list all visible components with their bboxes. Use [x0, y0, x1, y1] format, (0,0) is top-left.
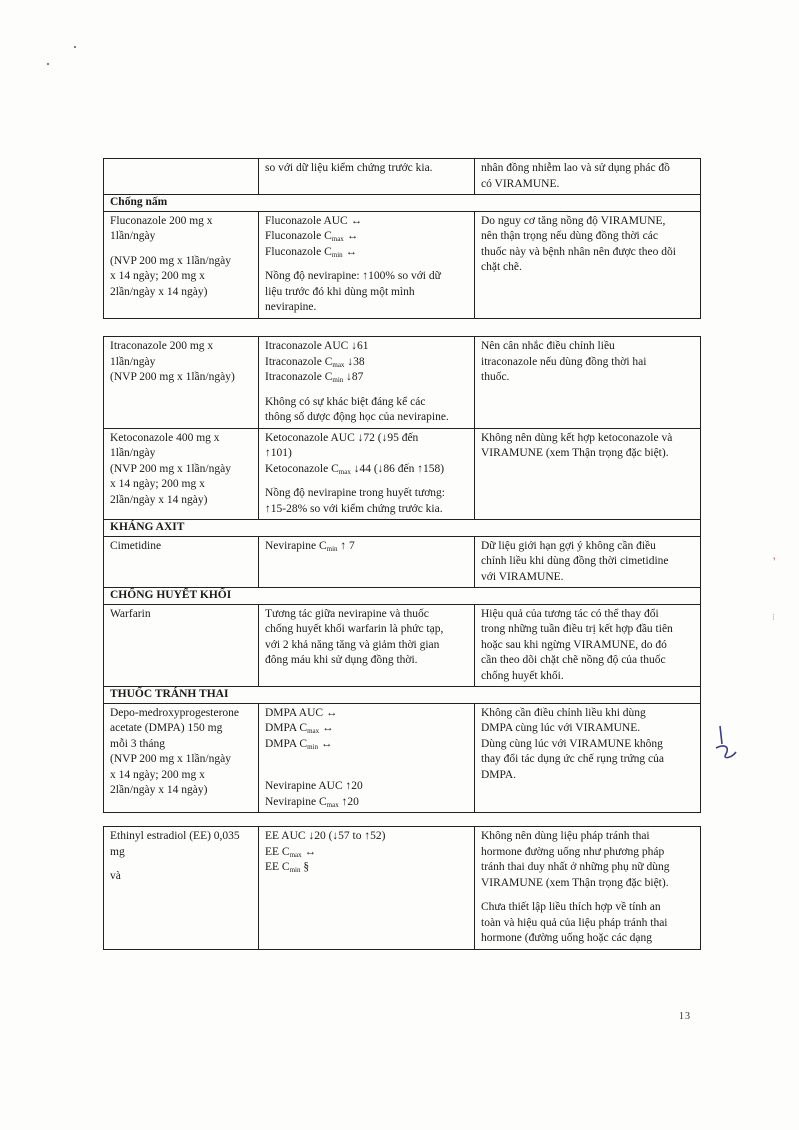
cell-line: thuốc này và bệnh nhân nên được theo dõi [481, 245, 676, 258]
cell-line: Tương tác giữa nevirapine và thuốc [265, 607, 429, 620]
table-row [104, 428, 701, 520]
line-gap [265, 386, 470, 395]
recommendation-cell [475, 536, 701, 588]
line-gap [110, 245, 254, 254]
recommendation-cell [475, 159, 701, 195]
cell-line: acetate (DMPA) 150 mg [110, 722, 223, 734]
line-gap [481, 891, 696, 900]
line-gap [265, 770, 470, 779]
cell-line: Chưa thiết lập liều thích hợp về tính an [481, 901, 661, 913]
cell-line: (NVP 200 mg x 1lần/ngày) [110, 371, 235, 383]
table-row [104, 604, 701, 687]
cell-line: (NVP 200 mg x 1lần/ngày [110, 462, 231, 475]
effect-cell [259, 536, 475, 588]
cell-line: 2lần/ngày x 14 ngày) [110, 493, 208, 506]
cell-line: và [110, 870, 121, 882]
cell-line: toàn và hiệu quả của liệu pháp tránh thai [481, 916, 668, 929]
cell-line: trong những tuần điều trị kết hợp đầu tiên [481, 623, 673, 635]
cell-line: mỗi 3 tháng [110, 737, 165, 750]
cell-line: Fluconazole 200 mg x [110, 214, 213, 227]
cell-line: Ketoconazole AUC ↓72 (↓95 đến [265, 431, 419, 444]
section-header-row [104, 520, 701, 537]
effect-cell [259, 703, 475, 813]
section-header-row [104, 687, 701, 704]
cell-line: nhân đồng nhiễm lao và sử dụng phác đồ [481, 162, 670, 174]
cell-line: Không cần điều chỉnh liều khi dùng [481, 706, 646, 719]
cell-line: ↑101) [265, 447, 292, 459]
scan-speck [47, 63, 49, 65]
drug-cell [104, 703, 259, 813]
cell-line: nevirapine. [265, 301, 317, 313]
cell-line: 1lần/ngày [110, 230, 156, 242]
cell-line: với 2 khả năng tăng và giảm thời gian [265, 638, 440, 651]
cell-line: DMPA $C_{min}$ ↔ [265, 737, 333, 751]
drug-cell [104, 337, 259, 429]
table-row [104, 703, 701, 813]
cell-line: cần theo dõi chặt chẽ nồng độ của thuốc [481, 654, 666, 666]
cell-line: hoặc sau khi ngừng VIRAMUNE, do đó [481, 638, 667, 651]
handwritten-initial-mark [712, 722, 742, 772]
cell-line: thay đổi tác dụng ức chế rụng trứng của [481, 753, 664, 765]
cell-line: ↑15-28% so với kiểm chứng trước kia. [265, 502, 443, 515]
effect-cell [259, 211, 475, 318]
cell-line: Cimetidine [110, 539, 162, 552]
cell-line: nên thận trọng nếu dùng đồng thời các [481, 230, 658, 242]
cell-line: DMPA AUC ↔ [265, 706, 338, 719]
cell-line: (NVP 200 mg x 1lần/ngày [110, 254, 231, 267]
cell-line: EE AUC ↓20 (↓57 to ↑52) [265, 830, 386, 842]
effect-cell [259, 159, 475, 195]
line-gap [265, 260, 470, 269]
table-row [104, 536, 701, 588]
cell-line: tránh thai duy nhất ở những phụ nữ dùng [481, 861, 670, 873]
cell-line: có VIRAMUNE. [481, 177, 560, 190]
cell-line: hormone đường uống như phương pháp [481, 845, 665, 858]
interaction-table-part2 [103, 336, 701, 813]
cell-line: x 14 ngày; 200 mg x [110, 478, 205, 490]
cell-line: itraconazole nếu dùng đồng thời hai [481, 355, 647, 368]
cell-line: chống huyết khối warfarin là phức tạp, [265, 623, 444, 635]
scan-mark: ❜ [773, 556, 776, 566]
section-header-row [104, 588, 701, 605]
section-header-row [104, 195, 701, 212]
cell-line: DMPA $C_{max}$ ↔ [265, 722, 334, 735]
recommendation-cell [475, 703, 701, 813]
cell-line: (NVP 200 mg x 1lần/ngày [110, 753, 231, 765]
cell-line: Nevirapine AUC ↑20 [265, 780, 363, 792]
cell-line: Nevirapine $C_{max}$ ↑20 [265, 795, 359, 809]
drug-cell [104, 159, 259, 195]
cell-line: 2lần/ngày x 14 ngày) [110, 285, 208, 298]
cell-line: Itraconazole $C_{min}$ ↓87 [265, 371, 364, 384]
cell-line: Fluconazole $C_{min}$ ↔ [265, 245, 358, 259]
cell-line: Nồng độ nevirapine: ↑100% so với dữ [265, 270, 441, 282]
scan-speck [74, 46, 76, 48]
cell-line: x 14 ngày; 200 mg x [110, 768, 205, 781]
cell-line: DMPA. [481, 768, 517, 781]
drug-cell [104, 604, 259, 687]
cell-line: Không nên dùng kết hợp ketoconazole và [481, 431, 673, 444]
section-header: Chống nấm [104, 195, 701, 212]
cell-line: VIRAMUNE (xem Thận trọng đặc biệt). [481, 876, 669, 889]
cell-line: Itraconazole $C_{max}$ ↓38 [265, 355, 365, 369]
cell-line: Dùng cùng lúc với VIRAMUNE không [481, 737, 663, 750]
cell-line: Nevirapine $C_{min}$ ↑ 7 [265, 539, 355, 553]
cell-line: Warfarin [110, 607, 151, 620]
cell-line: Không nên dùng liệu pháp tránh thai [481, 830, 650, 842]
effect-cell [259, 604, 475, 687]
drug-cell [104, 428, 259, 520]
scan-mark: ⁝ [772, 612, 775, 622]
cell-line: Dữ liệu giới hạn gợi ý không cần điều [481, 539, 656, 552]
cell-line: Ethinyl estradiol (EE) 0,035 [110, 830, 240, 842]
cell-line: 1lần/ngày [110, 355, 156, 368]
cell-line: thông số dược động học của nevirapine. [265, 411, 449, 423]
cell-line: Nên cân nhắc điều chỉnh liều [481, 340, 615, 352]
effect-cell [259, 827, 475, 950]
line-gap [110, 860, 254, 869]
cell-line: liệu trước đó khi dùng một mình [265, 285, 415, 298]
cell-line: EE $C_{max}$ ↔ [265, 845, 317, 859]
section-header: THUỐC TRÁNH THAI [104, 687, 701, 704]
cell-line: chặt chẽ. [481, 261, 522, 273]
cell-line: Không có sự khác biệt đáng kể các [265, 395, 426, 408]
cell-line: x 14 ngày; 200 mg x [110, 270, 205, 282]
recommendation-cell [475, 211, 701, 318]
cell-line: Itraconazole 200 mg x [110, 340, 214, 352]
cell-line: 2lần/ngày x 14 ngày) [110, 784, 208, 796]
cell-line: Do nguy cơ tăng nồng độ VIRAMUNE, [481, 214, 666, 227]
cell-line: Hiệu quả của tương tác có thể thay đổi [481, 607, 659, 620]
cell-line: so với dữ liệu kiểm chứng trước kia. [265, 162, 433, 174]
cell-line: với VIRAMUNE. [481, 570, 564, 583]
recommendation-cell [475, 827, 701, 950]
effect-cell [259, 337, 475, 429]
table-row [104, 159, 701, 195]
table-row [104, 337, 701, 429]
cell-line: Nồng độ nevirapine trong huyết tương: [265, 487, 445, 499]
recommendation-cell [475, 428, 701, 520]
cell-line: EE $C_{min}$ § [265, 861, 310, 874]
cell-line: Fluconazole $C_{max}$ ↔ [265, 230, 359, 243]
interaction-table-part1 [103, 158, 701, 319]
recommendation-cell [475, 337, 701, 429]
cell-line: VIRAMUNE (xem Thận trọng đặc biệt). [481, 447, 669, 459]
cell-line: chỉnh liều khi dùng đồng thời cimetidine [481, 555, 669, 567]
cell-line: 1lần/ngày [110, 447, 156, 459]
recommendation-cell [475, 604, 701, 687]
cell-line: Fluconazole AUC ↔ [265, 214, 363, 227]
cell-line: Depo-medroxyprogesterone [110, 706, 240, 719]
interaction-table-part3 [103, 826, 701, 950]
drug-cell [104, 827, 259, 950]
line-gap [265, 761, 470, 770]
cell-line: DMPA cùng lúc với VIRAMUNE. [481, 722, 641, 734]
line-gap [265, 477, 470, 486]
cell-line: đông máu khi sử dụng đồng thời. [265, 654, 418, 666]
cell-line: chống huyết khối. [481, 669, 564, 682]
line-gap [265, 752, 470, 761]
drug-cell [104, 536, 259, 588]
cell-line: Itraconazole AUC ↓61 [265, 340, 369, 352]
cell-line: Ketoconazole 400 mg x [110, 431, 220, 444]
drug-cell [104, 211, 259, 318]
cell-line: Ketoconazole $C_{max}$ ↓44 (↓86 đến ↑158) [265, 462, 445, 476]
table-row [104, 211, 701, 318]
cell-line: mg [110, 845, 125, 858]
cell-line: hormone (đường uống hoặc các dạng [481, 932, 653, 944]
table-row [104, 827, 701, 950]
page-number: 13 [679, 1011, 691, 1022]
section-header: CHỐNG HUYẾT KHỐI [104, 588, 701, 605]
effect-cell [259, 428, 475, 520]
section-header: KHÁNG AXIT [104, 520, 701, 537]
cell-line: thuốc. [481, 371, 510, 383]
